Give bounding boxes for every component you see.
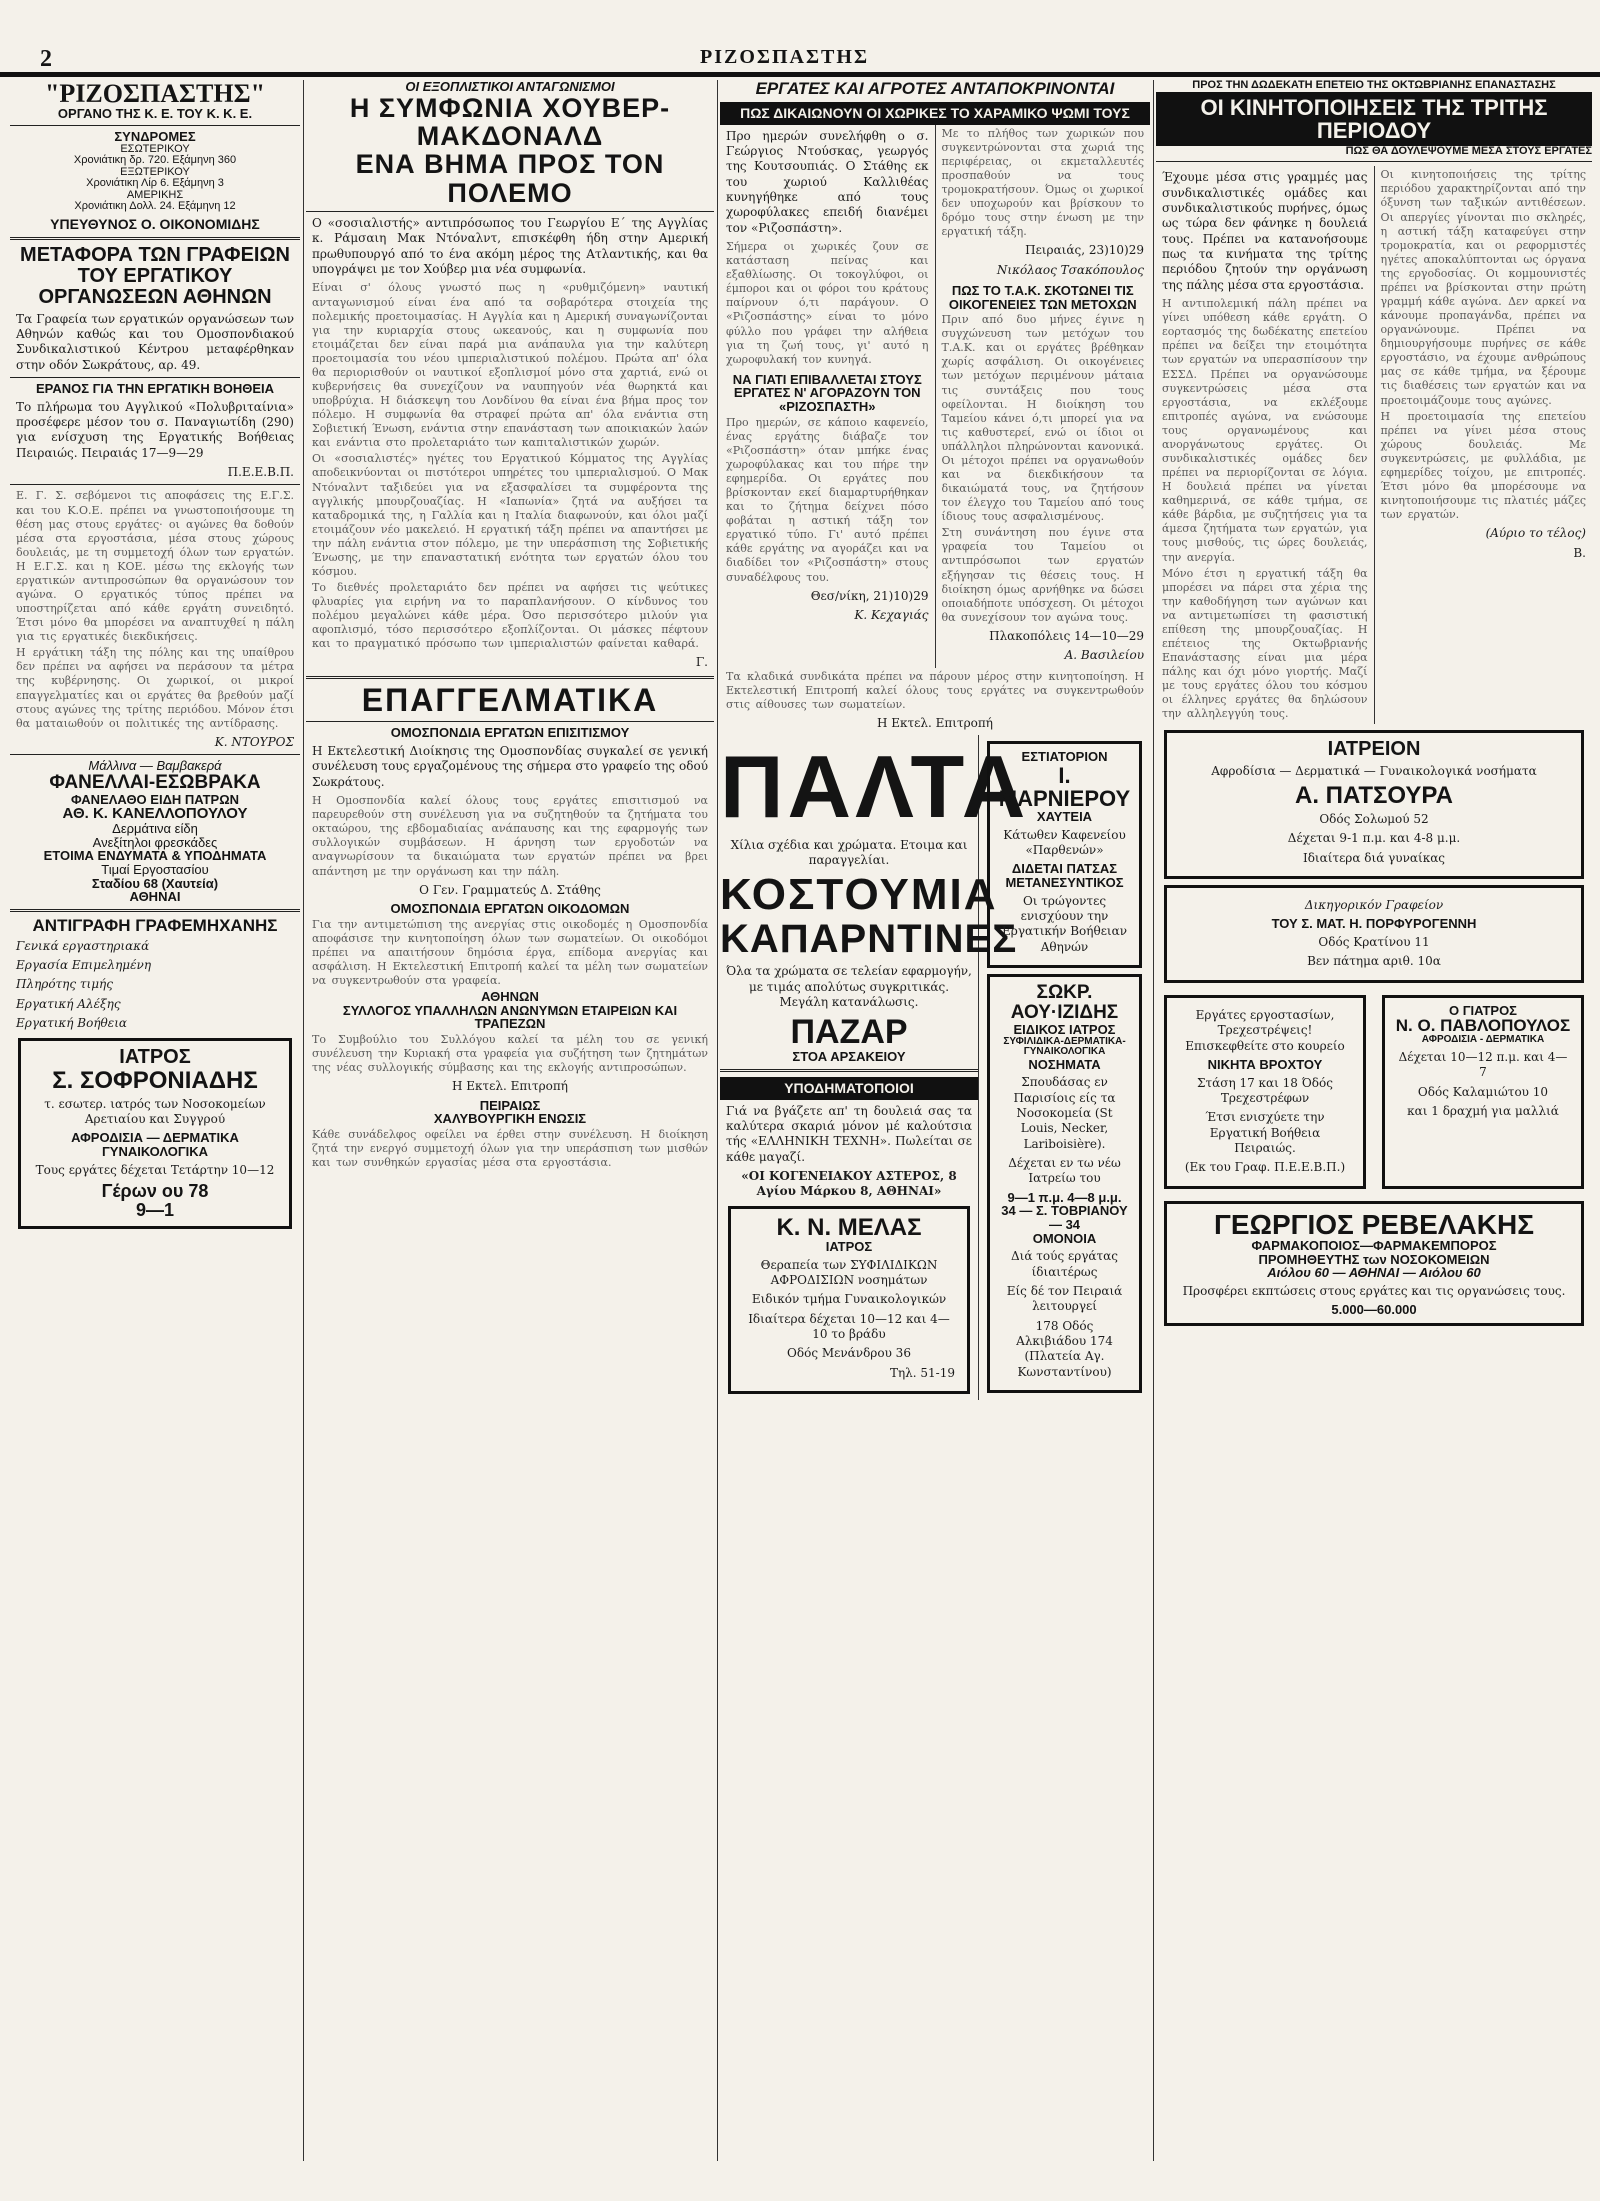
article-villagers: Προ ημερών συνελήφθη ο σ. Γεώργιος Ντούσκας, γεωργός της Κουτσουπιάς. Ο Στάθης εκ του χωριού Καλλιθέας κυνηγήθηκε από τους χωροφύλακες επειδή διανέμει τον «Ριζοσπάστη».: [726, 128, 929, 235]
ad-aouizidis-l3: ΝΟΣΗΜΑΤΑ: [1028, 1056, 1101, 1072]
filler-text: Σήμερα οι χωρικές ζουν σε κατάσταση πείνας και εξαθλίωσης. Οι τοκογλύφοι, οι έμποροι και οι φόροι του κράτους παίρνουν ό,τι παράγουν. Ο «Ριζοσπάστης» είναι το μόνο φύλλο που γράφει την αλήθεια για τη ζωή τους, γι' αυτό η χωροφυλακή τον κυνηγά.: [726, 240, 929, 366]
ad-wool-sub: ΦΑΝΕΛΑΘΟ ΕΙΔΗ ΠΑΤΡΩΝ: [70, 791, 240, 807]
ad-revelakis-l2: ΠΡΟΜΗΘΕΥΤΗΣ των ΝΟΣΟΚΟΜΕΙΩΝ: [1258, 1251, 1490, 1267]
ad-clinic-title: ΙΑΤΡΕΙΟΝ: [1327, 737, 1421, 760]
split-columns: [720, 125, 1150, 668]
section-employees-union: ΣΥΛΛΟΓΟΣ ΥΠΑΛΛΗΛΩΝ ΑΝΩΝΥΜΩΝ ΕΤΑΙΡΕΙΩΝ ΚΑΙ ΤΡΑΠΕΖΩΝ: [342, 1002, 678, 1032]
subcolumn-5-left: [1156, 166, 1375, 723]
signature-piraeus: Πειραιάς, 23)10)29: [1025, 243, 1144, 258]
article-food-workers: Η Εκτελεστική Διοίκησις της Ομοσπονδίας συγκαλεί σε γενική συνέλευση τους εργαζομένους της σήμερα στο γραφείο της οδού Σωκράτους.: [312, 744, 708, 789]
ad-kost-sub: Όλα τα χρώματα σε τελείαν εφαρμογήν, με τιμάς απολύτως συγκριτικάς. Μεγάλη κατανάλωσις.: [726, 964, 972, 1010]
filler-text: Για την αντιμετώπιση της ανεργίας στις οικοδομές η Ομοσπονδία αποφάσισε την κινητοποίηση όλων των σωματείων. Οι οικοδόμοι πρέπει να απαιτήσουν δημόσια έργα, επίδομα ανεργίας και ασφάλιση. Η Εκτελεστική Επιτροπή καλεί τα μέλη των σωματείων να συγκεντρωθούν στα γραφεία.: [312, 917, 708, 987]
article-offices-move: Τα Γραφεία των εργατικών οργανώσεων των Αθηνών καθώς και του Ομοσπονδιακού Συνδικαλιστικού Κέντρου μεταφέρθηκαν στην οδόν Σωκράτους, αρ. 49.: [16, 311, 294, 372]
ad-aouizidis-l4: Σπουδάσας εν Παρισίοις είς τα Νοσοκομεία (St Louis, Necker, Lariboisière).: [1013, 1075, 1116, 1151]
headline-villagers-bread: ΠΩΣ ΔΙΚΑΙΩΝΟΥΝ ΟΙ ΧΩΡΙΚΕΣ ΤΟ ΧΑΡΑΜΙΚΟ ΨΩΜΙ ΤΟΥΣ: [720, 102, 1150, 125]
ad-shoemakers-address: «ΟΙ ΚΟΓΕΝΕΙΑΚΟΥ ΑΣΤΕΡΟΣ, 8 Αγίου Μάρκου 8, ΑΘΗΝΑΙ»: [741, 1169, 957, 1199]
section-athens: ΑΘΗΝΩΝ: [481, 989, 539, 1005]
ad-wool-line3: ΕΤΟΙΜΑ ΕΝΔΥΜΑΤΑ & ΥΠΟΔΗΜΑΤΑ: [43, 848, 267, 864]
ad-lawyer-l1: Οδός Κρατίνου 11: [1318, 935, 1430, 950]
filler-text: Τα κλαδικά συνδικάτα πρέπει να πάρουν μέρος στην κινητοποίηση. Η Εκτελεστική Επιτροπή καλεί όλους τους εργάτες να συγκεντρωθούν στις αίθουσες των σωματείων.: [726, 669, 1144, 711]
ad-doctor-aouizidis: [987, 974, 1142, 1393]
ad-lawyer-title: Δικηγορικόν Γραφείον: [1304, 898, 1444, 913]
subcolumn-5-right: [1375, 166, 1593, 723]
ad-pazar: ΠΑΖΑΡ: [790, 1012, 908, 1051]
masthead: [0, 46, 1600, 77]
filler-text: Η Ομοσπονδία καλεί όλους τους εργάτες επισιτισμού να παρευρεθούν στη συνέλευση για να συζητηθούν τα ζητήματα του οκταώρου, της εβδομαδιαίας ανάπαυσης και της εφαρμογής των συλλογικών συμβάσεων. Η άρνηση των εργοδοτών να αναγνωρίσουν τα δικαιώματα των εργατών πρέπει να βρει απάντηση με την οργάνωση και την πάλη.: [312, 794, 708, 878]
ad-pavlopoulos-name: Ν. Ο. ΠΑΒΛΟΠΟΥΛΟΣ: [1395, 1016, 1571, 1036]
ad-wool-name: ΑΘ. Κ. ΚΑΝΕΛΛΟΠΟΥΛΟΥ: [62, 805, 248, 823]
ad-melas-name: Κ. Ν. ΜΕΛΑΣ: [776, 1213, 922, 1241]
ad-aouizidis-l10: Είς δέ τον Πειραιά λειτουργεί: [1006, 1284, 1123, 1314]
headline-hoover-macdonald: Η ΣΥΜΦΩΝΙΑ ΧΟΥΒΕΡ-ΜΑΚΔΟΝΑΛΔ: [349, 92, 671, 151]
ad-wool-headline: ΦΑΝΕΛΛΑΙ-ΕΣΩΒΡΑΚΑ: [49, 771, 261, 793]
banner-workers-report: ΕΡΓΑΤΕΣ ΚΑΙ ΑΓΡΟΤΕΣ ΑΝΤΑΠΟΚΡΙΝΟΝΤΑΙ: [755, 80, 1115, 98]
signature-ntouros: Κ. ΝΤΟΥΡΟΣ: [214, 734, 294, 749]
ad-right-stack: [979, 735, 1150, 1400]
ad-barber-l0: Εργάτες εργοστασίων, Τρεχεστρέψεις! Επισκεφθείτε στο κουρείο: [1185, 1007, 1345, 1053]
filler-text: Η εργάτικη τάξη της πόλης και της υπαίθρου δεν πρέπει να αφήσει να περάσουν τα μέτρα της κυβέρνησης. Οι χωρικοί, οι μικροί επαγγελματίες και οι εργάτες θα βρεθούν μαζί στους αγώνες της τρίτης περιόδου. Μόνον έτσι θα ματαιωθούν οι πολιτικές της αντίδρασης.: [16, 646, 294, 730]
filler-text: Στη συνάντηση που έγινε στα γραφεία του Ταμείου οι αντιπρόσωποι των εργατών εξήγησαν τις θέσεις τους. Η διοίκηση όμως αρνήθηκε να δώσει οποιαδήποτε υπόσχεση. Οι μέτοχοι θα συνεχίσουν τον αγώνα τους.: [941, 526, 1144, 624]
ad-doctor-name: Σ. ΣΟΦΡΟΝΙΑΔΗΣ: [52, 1066, 258, 1094]
filler-text: Η αντιπολεμική πάλη πρέπει να γίνει υπόθεση κάθε εργάτη. Ο εορτασμός της δωδέκατης επετείου πρέπει να δείξει την ετοιμότητα των εργατών να υπερασπίσουν την ΕΣΣΔ. Πρέπει να οργανώσουμε συγκεντρώσεις μέσα στα εργοστάσια, να εκλέξουμε επιτροπές αγώνα, να ενώσουμε τους οργανωμένους και ανοργάνωτους εργάτες. Οι συνδικαλιστικές ομάδες δεν πρέπει να περιορίζονται σε λόγια. Η δουλειά πρέπει να γίνεται καθημερινά, σε κάθε τμήμα, σε κάθε βάρδια, με συζητήσεις για τα άμεσα ζητήματα των εργατών, για τους μισθούς, τις ώρες δουλειάς, την ανεργία.: [1162, 297, 1368, 564]
subs-interior-price: Χρονιάτικη δρ. 720. Εξάμηνη 360: [73, 154, 237, 167]
ad-pavlopoulos-l4: και 1 δραχμή για μαλλιά: [1407, 1103, 1559, 1118]
ad-lawyer-l2: Βεν πάτημα αριθ. 10α: [1307, 954, 1441, 969]
subscriptions-title: ΣΥΝΔΡΟΜΕΣ: [114, 128, 196, 144]
signature-vasileiou: Α. Βασιλείου: [1064, 648, 1144, 663]
subcolumn-right: [936, 125, 1151, 668]
ad-typing-line2: Εργασία Επιμελημένη: [16, 958, 152, 973]
filler-text: Κάθε συνάδελφος οφείλει να έρθει στην συνέλευση. Η διοίκηση ζητά την ενεργό συμμετοχή όλων για την υπεράσπιση των μισθών και των συνθηκών εργασίας μέσα στα εργοστάσια.: [312, 1127, 708, 1169]
ad-barber-name: ΝΙΚΗΤΑ ΒΡΟΧΤΟΥ: [1207, 1056, 1323, 1072]
headline-collection: ΕΡΑΝΟΣ ΓΙΑ ΤΗΝ ΕΡΓΑΤΙΚΗ ΒΟΗΘΕΙΑ: [35, 380, 275, 396]
ad-aouizidis-l9: Διά τούς εργάτας ίδιαιτέρως: [1011, 1249, 1118, 1279]
headline-offices-move: ΜΕΤΑΦΟΡΑ ΤΩΝ ΓΡΑΦΕΙΩΝ ΤΟΥ ΕΡΓΑΤΙΚΟΥ ΟΡΓΑΝΩΣΕΩΝ ΑΘΗΝΩΝ: [20, 243, 290, 308]
ad-doctor-line4: Γέρων ου 78: [101, 1181, 209, 1202]
ad-restaurant: [987, 741, 1142, 968]
filler-text: Το Συμβούλιο του Συλλόγου καλεί τα μέλη του σε γενική συνέλευση την Κυριακή στα γραφεία για συζήτηση των ζητημάτων της νέας συλλογικής σύμβασης και της εκλογής αντιπροσώπων.: [312, 1032, 708, 1075]
ad-doctor-line3: Τους εργάτες δέχεται Τετάρτην 10—12: [35, 1162, 275, 1177]
ad-doctor-title: ΙΑΤΡΟΣ: [119, 1045, 191, 1068]
filler-text: Μόνο έτσι η εργατική τάξη θα μπορέσει να πάρει στα χέρια της την καθοδήγηση των αγώνων και να αντιμετωπίσει τη φασιστική επίθεση της μπουρζουαζίας. Η επέτειος της Οκτωβριανής Επανάστασης είναι μια μέρα πάλης και όχι μόνο γιορτής. Μαζί με τους εργάτες όλου του κόσμου οι έλληνες εργάτες θα δηλώσουν την αλληλεγγύη τους.: [1162, 566, 1368, 721]
ad-restaurant-name: Ι. ΜΑΡΝΙΕΡΟΥ: [998, 762, 1131, 811]
kicker-armaments: ΟΙ ΕΞΟΠΛΙΣΤΙΚΟΙ ΑΝΤΑΓΩΝΙΣΜΟΙ: [405, 80, 615, 94]
ad-clinic-l1: Αφροδίσια — Δερματικά — Γυναικολογικά νοσήματα: [1211, 763, 1537, 778]
ad-revelakis-l3: Αιόλου 60 — ΑΘΗΝΑΙ — Αιόλου 60: [1267, 1265, 1481, 1281]
ad-melas-l1: ΙΑΤΡΟΣ: [825, 1238, 873, 1254]
ad-revelakis-l1: ΦΑΡΜΑΚΟΠΟΙΟΣ—ΦΑΡΜΑΚΕΜΠΟΡΟΣ: [1251, 1238, 1497, 1254]
headline-mobilizations: ΟΙ ΚΙΝΗΤΟΠΟΙΗΣΕΙΣ ΤΗΣ ΤΡΙΤΗΣ ΠΕΡΙΟΔΟΥ: [1156, 92, 1592, 146]
signature-stathis: Ο Γεν. Γραμματεύς Δ. Στάθης: [419, 882, 601, 897]
subs-exterior-price: Χρονιάτικη Λίρ 6. Εξάμηνη 3: [86, 177, 224, 190]
ad-barber-l1: Στάση 17 και 18 Όδός Τρεχεστρέφων: [1197, 1075, 1333, 1105]
article-mobilizations: Έχουμε μέσα στις γραμμές μας συνδικαλιστικές ομάδες και συνδικαλιστικούς πυρήνες, όμως ως τώρα δεν φάνηκε η δουλειά τους. Πρέπει να κατανοήσουμε πως τα κινήματα της τρίτης περιόδου ζητούν την οργάνωση της πάλης μέσα στα εργοστάσια.: [1162, 170, 1368, 292]
ad-aouizidis-l11: 178 Οδός Αλκιβιάδου 174 (Πλατεία Αγ. Κωνσταντίνου): [1016, 1318, 1113, 1379]
section-steel-union: ΧΑΛΥΒΟΥΡΓΙΚΗ ΕΝΩΣΙΣ: [433, 1111, 587, 1127]
ad-wool-line4: Τιμαί Εργοστασίου: [101, 862, 209, 877]
subs-usa: ΑΜΕΡΙΚΗΣ: [126, 188, 184, 201]
ad-wool-line2: Ανεξίτηλοι φρεσκάδες: [92, 834, 218, 850]
ad-barber-l3: (Εκ του Γραφ. Π.Ε.Ε.Β.Π.): [1184, 1160, 1346, 1175]
subs-usa-price: Χρονιάτικη Δολλ. 24. Εξάμηνη 12: [74, 200, 236, 213]
ad-lawyer: [1164, 885, 1584, 983]
article-collection-signature: Π.Ε.Ε.Β.Π.: [227, 465, 294, 480]
headline-professional: ΕΠΑΓΓΕΛΜΑΤΙΚΑ: [361, 681, 659, 718]
ad-restaurant-l2: Κάτωθεν Καφενείου «Παρθενών»: [1003, 827, 1126, 858]
ad-wool-line5: Σταδίου 68 (Χαυτεία): [91, 875, 219, 891]
section-builders: ΟΜΟΣΠΟΝΔΙΑ ΕΡΓΑΤΩΝ ΟΙΚΟΔΟΜΩΝ: [390, 900, 630, 916]
ad-typing-line5: Εργατική Βοήθεια: [16, 1016, 128, 1031]
subheadline-work-among-workers: ΠΩΣ ΘΑ ΔΟΥΛΕΨΟΥΜΕ ΜΕΣΑ ΣΤΟΥΣ ΕΡΓΑΤΕΣ: [1345, 144, 1592, 157]
ad-aouizidis-l8: ΟΜΟΝΟΙΑ: [1032, 1230, 1097, 1246]
filler-text: Είναι σ' όλους γνωστό πως η «ρυθμιζόμενη» ναυτική ανταγωνισμού είναι ένα από τα σοβαρότερα στοιχεία της πολεμικής προετοιμασίας. Η Αγγλία και η Αμερική συναγωνίζονται για την κυριαρχία στους ωκεανούς, και η συμφωνία που ετοιμάζεται δεν είναι παρά μια ανάπαυλα για την καλύτερη προετοιμασία του νέου ιμπεριαλιστικού πολέμου. Πρώτα απ' όλα θα περιορισθούν οι ναυτικοί εξοπλισμοί μόνο στα χαρτιά, ενώ οι κυβερνήσεις θα συνεχίζουν να ναυπηγούν νέα θωρηκτά και υποβρύχια. Η διάσκεψη του Λονδίνου θα είναι ένα βήμα προς τον πόλεμο. Η συμφωνία θα στραφεί πρώτα απ' όλα ενάντια στη Σοβιετική Ένωση, ενάντια στην επανάσταση των αποικιακών λαών και ενάντια στο προλεταριάτο των καπιταλιστικών χωρών.: [312, 281, 708, 450]
ad-aouizidis-l1: ΕΙΔΙΚΟΣ ΙΑΤΡΟΣ: [1013, 1021, 1116, 1037]
ad-shoemakers-title: ΥΠΟΔΗΜΑΤΟΠΟΙΟΙ: [720, 1077, 978, 1100]
ad-restaurant-l4: Οι τρώγοντες ενισχύουν την Εργατικήν Βοήθειαν Αθηνών: [1002, 893, 1128, 954]
ad-revelakis-l4: Προσφέρει εκπτώσεις στους εργάτες και τις οργανώσεις τους.: [1182, 1284, 1566, 1299]
ad-wool-top: Μάλλινα — Βαμβακερά: [88, 758, 222, 774]
ad-typing-line3: Πληρότης τιμής: [16, 977, 113, 992]
signature-executive: Η Εκτελ. Επιτροπή: [452, 1079, 568, 1094]
section-piraeus: ΠΕΙΡΑΙΩΣ: [479, 1097, 541, 1113]
ad-clothing: [720, 735, 1030, 1400]
ad-melas: [728, 1206, 970, 1394]
ad-melas-l3: Ειδικόν τμήμα Γυναικολογικών: [751, 1292, 947, 1307]
signature-tsakopoulos: Νικόλαος Τσακόπουλος: [996, 262, 1144, 277]
editor-line: ΥΠΕΥΘΥΝΟΣ Ο. ΟΙΚΟΝΟΜΙΔΗΣ: [50, 215, 260, 232]
headline-why-buy: ΝΑ ΓΙΑΤΙ ΕΠΙΒΑΛΛΕΤΑΙ ΣΤΟΥΣ ΕΡΓΑΤΕΣ Ν' ΑΓΟΡΑΖΟΥΝ ΤΟΝ «ΡΙΖΟΣΠΑΣΤΗ»: [732, 371, 922, 415]
ad-barber-l2: Έτσι ενισχύετε την Εργατική Βοήθεια Πειραιώς.: [1205, 1110, 1325, 1155]
ad-clinic-l4: Ιδιαίτερα διά γυναίκας: [1302, 850, 1446, 865]
headline-tak: ΠΩΣ ΤΟ Τ.Α.Κ. ΣΚΟΤΩΝΕΙ ΤΙΣ ΟΙΚΟΓΕΝΕΙΕΣ ΤΩΝ ΜΕΤΟΧΩΝ: [948, 282, 1137, 312]
ad-revelakis-name: ΓΕΩΡΓΙΟΣ ΡΕΒΕΛΑΚΗΣ: [1214, 1208, 1534, 1240]
ad-melas-l4: Ιδιαίτερα δέχεται 10—12 και 4—10 το βράδυ: [748, 1311, 950, 1341]
subs-interior: ΕΣΩΤΕΡΙΚΟΥ: [120, 142, 190, 155]
ad-doctor-line1: τ. εσωτερ. ιατρός των Νοσοκομείων Αρετιαίου και Συγγρού: [44, 1096, 266, 1127]
column-3: [720, 80, 1150, 2161]
filler-text: Η προετοιμασία της επετείου πρέπει να γίνει μέσα στους χώρους δουλειάς. Με συγκεντρώσεις, με φυλλάδια, με εφημερίδες τοίχου, με επιτροπές. Έτσι μόνο θα μπορέσουμε να κινητοποιήσουμε τις πλατιές μάζες των εργατών.: [1380, 409, 1586, 522]
headline-step-to-war: ΕΝΑ ΒΗΜΑ ΠΡΟΣ ΤΟΝ ΠΟΛΕΜΟ: [355, 149, 665, 208]
signature-g: Γ.: [695, 655, 708, 670]
ad-doctor-line2: ΑΦΡΟΔΙΣΙΑ — ΔΕΡΜΑΤΙΚΑ ΓΥΝΑΙΚΟΛΟΓΙΚΑ: [71, 1130, 239, 1160]
filler-text: Το διεθνές προλεταριάτο δεν πρέπει να αφήσει τις ψεύτικες φλυαρίες για ειρήνη να το παραπλανήσουν. Ο κίνδυνος του πολέμου μεγαλώνει κάθε μέρα. Όσο περισσότερο μιλούν για αφοπλισμό, τόσο περισσότερο εξοπλίζονται. Οι μάσκες πέφτουν και το πραγματικό πρόσωπο των ιμπεριαλιστών φαίνεται καθαρά.: [312, 581, 708, 651]
filler-text: Με το πλήθος των χωρικών που συγκεντρώνονται στα χωριά της περιφέρειας, οι εκμεταλλευτές προσπαθούν να τους τρομοκρατήσουν. Όμως οι χωρικοί δεν υποχωρούν και βρίσκουν το δρόμο τους στην ένωση με την εργατική τάξη.: [941, 126, 1144, 239]
ad-melas-l6: Τηλ. 51-19: [889, 1365, 955, 1380]
section-food-workers: ΟΜΟΣΠΟΝΔΙΑ ΕΡΓΑΤΩΝ ΕΠΙΣΙΤΙΣΜΟΥ: [390, 725, 630, 741]
filler-text: Προ ημερών, σε κάποιο καφενείο, ένας εργάτης διάβαζε τον «Ριζοσπάστη» όταν μπήκε ένας χωροφύλακας και του πήρε την εφημερίδα. Οι εργάτες που βρίσκονταν εκεί διαμαρτυρήθηκαν και το ζήτημα δείχνει πόσο φοβάται η αστική τάξη τον εργατικό τύπο. Γι' αυτό πρέπει κάθε εργάτης να αγοράζει και να διαδίδει τον «Ριζοσπάστη» στους συναδέλφους του.: [726, 415, 929, 584]
ad-pavlopoulos-l1: ΑΦΡΟΔΙΣΙΑ - ΔΕΡΜΑΤΙΚΑ: [1421, 1034, 1545, 1046]
ad-restaurant-l1: ΧΑΥΤΕΙΑ: [1036, 809, 1093, 825]
ad-pavlopoulos-title: Ο ΓΙΑΤΡΟΣ: [1449, 1002, 1517, 1018]
signature-plakopolis: Πλακοπόλεις 14—10—29: [989, 628, 1144, 643]
column-2: [306, 80, 714, 2161]
masthead-title: ΡΙΖΟΣΠΑΣΤΗΣ: [700, 46, 870, 68]
to-be-continued: (Αύριο το τέλος): [1485, 526, 1586, 541]
ad-aouizidis-l7: 34 — Σ. ΤΟΒΡΙΑΝΟΥ — 34: [1001, 1203, 1128, 1233]
filler-text: Οι κινητοποιήσεις της τρίτης περιόδου χαρακτηρίζονται από την όξυνση των ταξικών αντιθέσεων. Οι απεργίες γίνονται πιο σκληρές, η αστική τάξη καταφεύγει στην τρομοκρατία, και οι ρεφορμιστές ηγέτες αποκαλύπτονται ως όργανα της εργοδοσίας. Οι κομμουνιστές πρέπει να βρίσκονται στην πρώτη γραμμή κάθε αγώνα. Δεν αρκεί να κάνουμε προπαγάνδα, πρέπει να οργανώνουμε. Πρέπει να δημιουργήσουμε πυρήνες σε κάθε εργοστάσιο, να έχουμε ανθρώπους μας σε κάθε τμήμα, να ξέρουμε τις διαθέσεις των εργατών και να προετοιμάζουμε τους αγώνες.: [1380, 168, 1586, 407]
ad-clinic-l2: Οδός Σολωμού 52: [1319, 812, 1429, 827]
paper-name: "ΡΙΖΟΣΠΑΣΤΗΣ": [45, 80, 265, 108]
ad-split: [720, 735, 1150, 1400]
ad-lawyer-name: ΤΟΥ Σ. ΜΑΤ. Η. ΠΟΡΦΥΡΟΓΕΝΝΗ: [1271, 916, 1477, 932]
page-number: 2: [40, 46, 52, 72]
ad-palta-headline: ΠΑΛΤΑ: [720, 737, 1030, 837]
ad-restaurant-l3: ΔΙΔΕΤΑΙ ΠΑΤΣΑΣ ΜΕΤΑΝΕΣΥΝΤΙΚΟΣ: [1005, 861, 1124, 891]
ad-doctor-line5: 9—1: [135, 1200, 175, 1220]
article-hoover-lead: Ο «σοσιαλιστής» αντιπρόσωπος του Γεωργίου Ε΄ της Αγγλίας κ. Ράμσαιη Μακ Ντόναλντ, επισκέφθη ήδη στην Αμερική πρωθυπουργό από το ένα ακόμη μέρος της Ατλαντικής, και θα υπογράψει με τον Χούβερ μια νέα συμφωνία.: [312, 216, 708, 277]
signature-committee: Η Εκτελ. Επιτροπή: [877, 715, 993, 730]
ad-doctor-sofroniadis: [18, 1038, 292, 1229]
ad-clinic-patsoura: [1164, 730, 1584, 880]
ad-wool-line6: ΑΘΗΝΑΙ: [129, 889, 181, 905]
column-1: [10, 80, 300, 2161]
ad-pazar-sub: ΣΤΟΑ ΑΡΣΑΚΕΙΟΥ: [792, 1049, 906, 1065]
ad-kaparntines: ΚΑΠΑΡΝΤΙΝΕΣ: [720, 917, 1018, 962]
kicker-october: ΠΡΟΣ ΤΗΝ ΔΩΔΕΚΑΤΗ ΕΠΕΤΕΙΟ ΤΗΣ ΟΚΤΩΒΡΙΑΝΗΣ ΕΠΑΝΑΣΤΑΣΗΣ: [1192, 80, 1556, 91]
ad-aouizidis-l6: 9—1 π.μ. 4—8 μ.μ.: [1007, 1189, 1122, 1205]
column-5: [1156, 80, 1592, 2161]
ad-barber: [1164, 995, 1366, 1189]
signature-kechagias: Κ. Κεχαγιάς: [854, 607, 929, 622]
filler-text: Πριν από δυο μήνες έγινε η συγχώνευση των μετόχων του Τ.Α.Κ. και οι εργάτες βρέθηκαν χωρίς ασφάλιση. Οι οικογένειες των μετόχων περιμένουν μάταια τις συντάξεις που τους οφείλονται. Η διοίκηση του Ταμείου κάνει ό,τι μπορεί για να τις καθυστερεί, ενώ οι ίδιοι οι υπάλληλοι πληρώνονται κανονικά. Οι μέτοχοι πρέπει να οργανωθούν και να διεκδικήσουν τα δικαιώματά τους, να ζητήσουν τον έλεγχο του Ταμείου από τους ίδιους τους ασφαλισμένους.: [941, 313, 1144, 524]
signature-thessaloniki: Θεσ/νίκη, 21)10)29: [810, 588, 929, 603]
ad-clinic-name: Α. ΠΑΤΣΟΥΡΑ: [1295, 781, 1453, 809]
ad-kostoumia: ΚΟΣΤΟΥΜΙΑ: [720, 870, 998, 920]
ad-aouizidis-name: ΣΩΚΡ. ΑΟΥ·ΙΖΙΔΗΣ: [1010, 982, 1119, 1024]
ad-typing-line1: Γενικά εργαστηριακά: [16, 938, 150, 953]
ad-pavlopoulos-l2: Δέχεται 10—12 π.μ. και 4—7: [1398, 1049, 1568, 1080]
ad-doctor-pavlopoulos: [1382, 995, 1584, 1189]
ad-aouizidis-l5: Δέχεται εν τω νέω Ιατρείω του: [1008, 1156, 1121, 1186]
signature-v: Β.: [1573, 545, 1586, 560]
subs-exterior: ΕΞΩΤΕΡΙΚΟΥ: [120, 165, 190, 178]
ad-pair: [1156, 989, 1592, 1195]
ad-pharmacy-revelakis: [1164, 1201, 1584, 1326]
ad-melas-l2: Θεραπεία των ΣΥΦΙΛΙΔΙΚΩΝ ΑΦΡΟΔΙΣΙΩΝ νοσημάτων: [760, 1257, 938, 1287]
article-collection: Το πλήρωμα του Αγγλικού «Πολυβριταίνια» προσέφερε μέσον του σ. Παναγιωτίδη (290) για ενίσχυση της Εργατικής Βοήθειας Πειραιώς. Πειραιάς 17—9—29: [16, 399, 294, 460]
ad-typing-line4: Εργατική Αλέξης: [16, 996, 121, 1011]
split-columns-5: [1156, 166, 1592, 723]
ad-wool-line1: Δερμάτινα είδη: [112, 821, 198, 837]
ad-aouizidis-l2: ΣΥΦΙΛΙΔΙΚΑ-ΔΕΡΜΑΤΙΚΑ-ΓΥΝΑΙΚΟΛΟΓΙΚΑ: [1003, 1035, 1126, 1058]
ad-melas-l5: Οδός Μενάνδρου 36: [787, 1346, 911, 1361]
subcolumn-left: [720, 125, 936, 668]
ad-shoemakers-text: Γιά να βγάζετε απ' τη δουλειά σας τα καλύτερα σκαριά μόνον μέ καλούτσια τής «ΕΛΛΗΝΙΚΗ ΤΕΧΝΗ». Πωλείται σε κάθε μαγαζί.: [726, 1103, 972, 1164]
ad-palta-sub: Χίλια σχέδια και χρώματα. Ετοιμα και παραγγελίαι.: [730, 837, 968, 867]
ad-typing-headline: ΑΝΤΙΓΡΑΦΗ ΓΡΑΦΕΜΗΧΑΝΗΣ: [32, 915, 278, 935]
ad-revelakis-l5: 5.000—60.000: [1331, 1302, 1417, 1318]
filler-text: Ε. Γ. Σ. σεβόμενοι τις αποφάσεις της Ε.Γ.Σ. και του Κ.Ο.Ε. πρέπει να γνωστοποιήσουμε τη θέση μας στους εργάτες· οι αγώνες θα δοθούν μέσα στα εργοστάσια, μέσα στους χώρους δουλειάς, με τη συμμετοχή όλων των εργατών. Η Ε.Γ.Σ. και η ΚΟΕ. μέσω της εκλογής των εργατικών αντιπροσώπων θα οργανώσουν τον αγώνα. Ο εργατικός τύπος πρέπει να υποστηρίζεται από κάθε εργάτη συνειδητό. Έτσι μόνο θα μπορέσει να αναπτυχθεί η πάλη για τις εργατικές διεκδικήσεις.: [16, 489, 294, 644]
ad-pavlopoulos-l3: Οδός Καλαμιώτου 10: [1417, 1084, 1549, 1099]
ad-restaurant-title: ΕΣΤΙΑΤΟΡΙΟΝ: [1021, 749, 1108, 765]
organ-line: ΟΡΓΑΝΟ ΤΗΣ Κ. Ε. ΤΟΥ Κ. Κ. Ε.: [57, 106, 253, 122]
ad-clinic-l3: Δέχεται 9-1 π.μ. και 4-8 μ.μ.: [1287, 831, 1461, 846]
filler-text: Οι «σοσιαλιστές» ηγέτες του Εργατικού Κόμματος της Αγγλίας αποδεικνύονται οι πιστότεροι υπηρέτες του ιμπεριαλισμού. Ο Μακ Ντόναλντ ταξιδεύει για να εξασφαλίσει τα συμφέροντα της αγγλικής μπουρζουαζίας. Η «Ιαπωνία» ζητά να αυξήσει τα καταδρομικά της, η Γαλλία και η Ιταλία διαφωνούν, και όλοι μαζί ετοιμάζουν νέο μακελειό. Η εργατική τάξη πρέπει να απαντήσει με την πάλη ενάντια στον πόλεμο, με την υπεράσπιση της Σοβιετικής Ένωσης, με την επαναστατική ενότητα των εργατών όλου του κόσμου.: [312, 452, 708, 579]
